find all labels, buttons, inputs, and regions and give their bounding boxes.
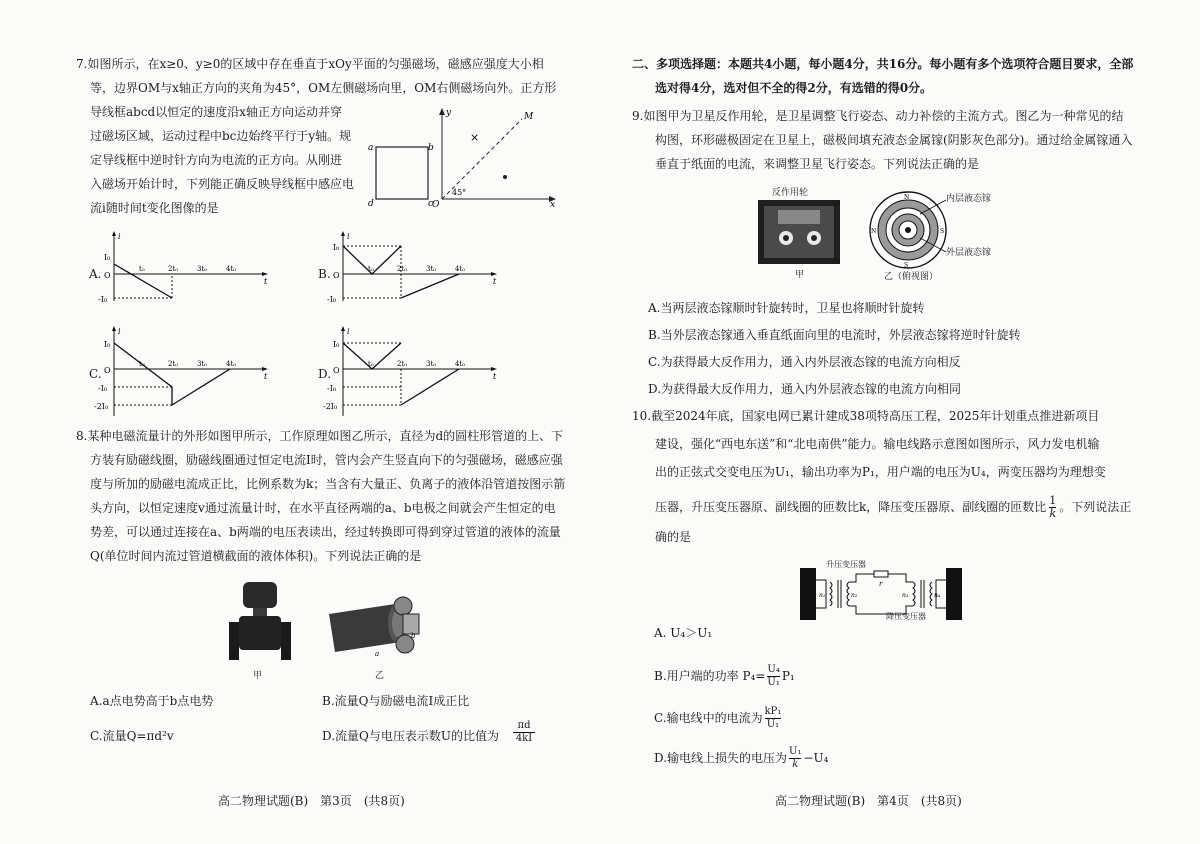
axis-i-label: i — [347, 327, 350, 336]
tick-label: 3t₀ — [197, 360, 208, 368]
caption-yi-right: 乙（俯视图） — [884, 272, 939, 282]
svg-text:-I₀: -I₀ — [327, 384, 337, 393]
label-step-down: 降压变压器 — [886, 612, 926, 621]
svg-text:n₄: n₄ — [934, 592, 941, 599]
field-in-symbol: × — [470, 131, 480, 144]
q10-line5: 确的是 — [655, 530, 692, 544]
axis-i-label: i — [118, 327, 121, 336]
svg-text:S: S — [904, 262, 909, 269]
tick-label: 2t₀ — [168, 265, 179, 273]
svg-text:I₀: I₀ — [333, 243, 340, 252]
tick-label: t₀ — [368, 265, 374, 273]
q10-opt-d: D.输电线上损失的电压为 $\frac{\text{U₁}}{k}$ −U₄ — [654, 746, 829, 770]
graph-c — [94, 325, 304, 420]
angle-label: 45° — [452, 188, 467, 197]
svg-text:O: O — [104, 271, 111, 280]
tick-label: t₀ — [139, 265, 145, 273]
svg-text:-I₀: -I₀ — [98, 384, 108, 393]
q9-opt-c: C.为获得最大反作用力，通入内外层液态镓的电流方向相反 — [648, 355, 961, 369]
section-heading-2: 选对得4分，选对但不全的得2分，有选错的得0分。 — [655, 81, 933, 95]
square-loop — [376, 147, 428, 199]
tick-label: 4t₀ — [226, 360, 237, 368]
graph-a — [98, 230, 304, 305]
q8-opt-c: C.流量Q=πd²v — [90, 729, 174, 743]
q10-line1: 10.截至2024年底，国家电网已累计建成38项特高压工程，2025年计划重点推进新项目 — [632, 409, 1100, 423]
caption-wheel: 反作用轮 — [772, 188, 809, 198]
tick-label: 4t₀ — [226, 265, 237, 273]
tick-label: 3t₀ — [426, 360, 437, 368]
label-inner-gallium: 内层液态镓 — [946, 194, 992, 204]
svg-text:S: S — [940, 228, 945, 235]
tick-label: 3t₀ — [426, 265, 437, 273]
svg-text:I₀: I₀ — [104, 340, 111, 349]
q8-line1: 8.某种电磁流量计的外形如图甲所示，工作原理如图乙所示，直径为d的圆柱形管道的上、下 — [76, 429, 564, 443]
q8-line5: 势差，可以通过连接在a、b两端的电压表读出，经过转换即可得到穿过管道的液体的流量 — [90, 525, 561, 539]
svg-text:-I₀: -I₀ — [98, 295, 108, 304]
label-y: y — [446, 108, 452, 118]
field-out-dot — [503, 175, 507, 179]
q7-line6: 入磁场开始计时，下列能正确反映导线框中感应电 — [90, 177, 355, 191]
q9-opt-d: D.为获得最大反作用力，通入内外层液态镓的电流方向相同 — [648, 382, 962, 396]
tick-label: 4t₀ — [455, 265, 466, 273]
svg-text:O: O — [104, 366, 111, 375]
label-step-up: 升压变压器 — [826, 560, 866, 569]
opt-a-label: A. — [89, 267, 102, 281]
q10-line3: 出的正弦式交变电压为U₁，输出功率为P₁，用户端的电压为U₄，两变压器均为理想变 — [655, 465, 1106, 479]
axis-t-label: t — [493, 277, 497, 286]
boundary-OM — [442, 119, 522, 199]
svg-text:-2I₀: -2I₀ — [323, 402, 338, 411]
opt-c-label: C. — [89, 367, 102, 381]
right-footer: 高二物理试题(B) 第4页 (共8页) — [775, 794, 962, 808]
q9-line2: 构图，环形磁极固定在卫星上，磁极间填充液态金属镓(阴影灰色部分)。通过给金属镓通入 — [655, 133, 1133, 147]
axis-t-label: t — [264, 372, 268, 381]
opt-d-label: D. — [318, 367, 332, 381]
q10-line4: 压器，升压变压器原、副线圈的匝数比k，降压变压器原、副线圈的匝数比 $\frac{1}{k}$ 。下列说法正 — [655, 494, 1132, 520]
label-x: x — [550, 200, 556, 210]
label-b: b — [428, 143, 434, 153]
caption-jia-right: 甲 — [795, 270, 805, 280]
q8-opt-d: D.流量Q与电压表示数U的比值为 — [322, 729, 499, 743]
tick-label: 2t₀ — [397, 360, 408, 368]
flowmeter-photo — [225, 582, 295, 667]
graph-b — [327, 230, 533, 305]
axis-i-label: i — [347, 232, 350, 241]
tick-label: t₀ — [139, 360, 145, 368]
q9-opt-a: A.当两层液态镓顺时针旋转时，卫星也将顺时针旋转 — [648, 301, 925, 315]
tick-label: 2t₀ — [397, 265, 408, 273]
svg-text:O: O — [333, 271, 340, 280]
section-heading-1: 二、多项选择题：本题共4小题，每小题4分，共16分。每小题有多个选项符合题目要求，全部 — [632, 57, 1134, 71]
svg-text:n₂: n₂ — [851, 592, 858, 599]
svg-text:b: b — [411, 632, 416, 640]
q8-line3: 度与所加的励磁电流成正比，比例系数为k；当含有大量正、负离子的液体沿管道按图示箭 — [90, 477, 566, 491]
q10-line2: 建设，强化“西电东送”和“北电南供”能力。输电线路示意图如图所示，风力发电机输 — [655, 437, 1100, 451]
caption-jia: 甲 — [253, 671, 263, 681]
svg-text:a: a — [375, 650, 380, 658]
label-M: M — [524, 112, 534, 122]
svg-text:I₀: I₀ — [104, 253, 111, 262]
svg-text:r: r — [879, 580, 883, 588]
q7-line3: 导线框abcd以恒定的速度沿x轴正方向运动并穿 — [90, 105, 343, 119]
label-outer-gallium: 外层液态镓 — [946, 248, 992, 258]
caption-yi: 乙 — [375, 671, 385, 681]
q8-d-fraction: πd 4kI — [513, 720, 535, 745]
q8-opt-b: B.流量Q与励磁电流I成正比 — [322, 694, 470, 708]
label-d: d — [368, 199, 374, 209]
q7-line7: 流i随时间t变化图像的是 — [90, 201, 219, 215]
q10-opt-c: C.输电线中的电流为 $\frac{\text{kP₁}}{\text{U₁}}$ — [654, 706, 782, 730]
q8-line4: 头方向，以恒定速度v通过流量计时，在水平直径两端的a、b电极之间就会产生恒定的电 — [90, 501, 556, 515]
q8-line6: Q(单位时间内流过管道横截面的液体体积)。下列说法正确的是 — [90, 549, 422, 563]
svg-text:n₁: n₁ — [819, 592, 826, 599]
q7-line5: 定导线框中逆时针方向为电流的正方向。从刚进 — [90, 153, 343, 167]
label-a: a — [368, 143, 374, 153]
q9-line3: 垂直于纸面的电流，来调整卫星飞行姿态。下列说法正确的是 — [655, 157, 980, 171]
axis-i-label: i — [118, 232, 121, 241]
tick-label: 3t₀ — [197, 265, 208, 273]
label-O: O — [432, 200, 440, 210]
tick-label: 2t₀ — [168, 360, 179, 368]
axis-t-label: t — [264, 277, 268, 286]
transmission-diagram — [800, 562, 962, 626]
q7-line4: 过磁场区域，运动过程中bc边始终平行于y轴。规 — [90, 129, 352, 143]
svg-text:N: N — [871, 228, 877, 235]
q9-line1: 9.如图甲为卫星反作用轮，是卫星调整飞行姿态、动力补偿的主流方式。图乙为一种常见的结 — [632, 109, 1124, 123]
tick-label: 4t₀ — [455, 360, 466, 368]
q8-opt-a: A.a点电势高于b点电势 — [90, 694, 214, 708]
svg-text:n₃: n₃ — [902, 592, 909, 599]
left-footer: 高二物理试题(B) 第3页 (共8页) — [218, 794, 405, 808]
svg-text:I₀: I₀ — [333, 340, 340, 349]
flowmeter-principle — [325, 598, 435, 668]
opt-b-label: B. — [318, 267, 331, 281]
tick-label: t₀ — [368, 360, 374, 368]
reaction-wheel-photo — [758, 200, 840, 264]
q8-line2: 方装有励磁线圈，励磁线圈通过恒定电流I时，管内会产生竖直向下的匀强磁场，磁感应强 — [90, 453, 563, 467]
axis-t-label: t — [493, 372, 497, 381]
svg-text:-I₀: -I₀ — [327, 295, 337, 304]
q7-line2: 等，边界OM与x轴正方向的夹角为45°，OM左侧磁场向里，OM右侧磁场向外。正方形 — [90, 81, 557, 95]
q10-opt-b: B.用户端的功率 P₄= $\frac{\text{U₄}}{\text{U₁}}$ P₁ — [654, 664, 795, 688]
graph-d — [323, 325, 533, 420]
q7-line1: 7.如图所示，在x≥0、y≥0的区域中存在垂直于xOy平面的匀强磁场，磁感应强度大小相 — [76, 57, 544, 71]
label-c: c — [428, 199, 434, 209]
svg-text:N: N — [904, 194, 910, 201]
svg-text:O: O — [333, 366, 340, 375]
q10-opt-a: A. U₄＞U₁ — [654, 626, 713, 640]
q9-opt-b: B.当外层液态镓通入垂直纸面向里的电流时，外层液态镓将逆时针旋转 — [648, 328, 1021, 342]
q7-field-figure — [362, 105, 562, 210]
svg-text:-2I₀: -2I₀ — [94, 402, 109, 411]
